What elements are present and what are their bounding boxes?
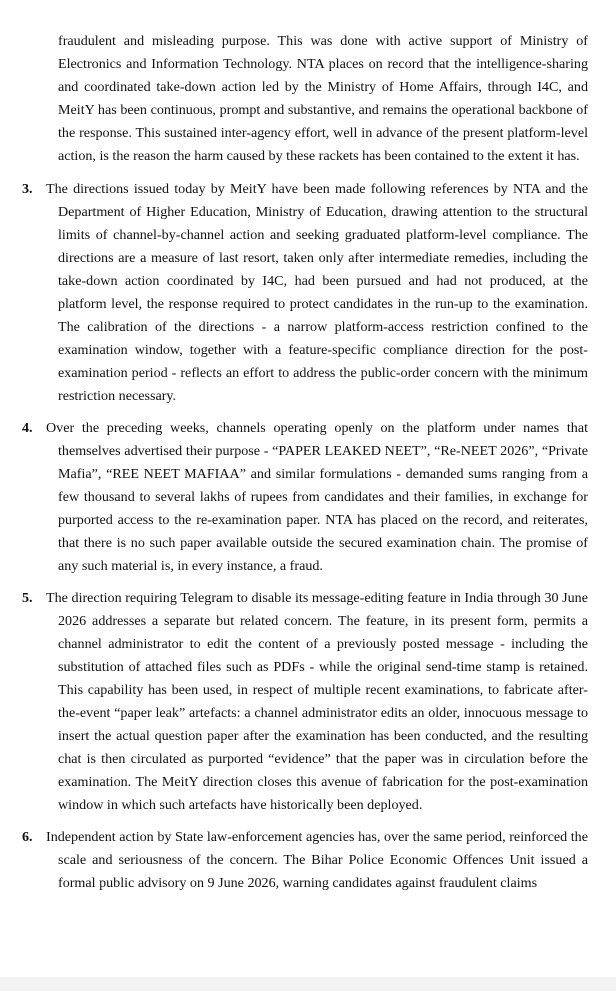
- item-number: 4.: [22, 420, 33, 436]
- list-item-4: [22, 417, 588, 578]
- item-paragraph: The direction requiring Telegram to disable its message-editing feature in India through 30 June 2026 addresses a separate but related concern. The feature, in its present form, permits a channel administrator to edit the content of a previously posted message - including the substitution of attached files such as PDFs - while the original send-time stamp is retained. This capability has been used, in respect of multiple recent examinations, to fabricate after-the-event “paper leak” artefacts: a channel administrator edits an older, innocuous message to insert the actual question paper after the examination has been conducted, and the resulting chat is then circulated as purported “evidence” that the paper was in circulation before the examination. The MeitY direction closes this avenue of fabrication for the post-examination window in which such artefacts have historically been deployed.: [46, 590, 588, 813]
- list-item-6: [22, 826, 588, 895]
- item-number: 6.: [22, 829, 33, 845]
- item-number: 5.: [22, 590, 33, 606]
- item-paragraph: Over the preceding weeks, channels operating openly on the platform under names that themselves advertised their purpose - “PAPER LEAKED NEET”, “Re-NEET 2026”, “Private Mafia”, “REE NEET MAFIAA” and similar formulations - demanded sums ranging from a few thousand to several lakhs of rupees from candidates and their families, in exchange for purported access to the re-examination paper. NTA has placed on the record, and reiterates, that there is no such paper available outside the secured examination chain. The promise of any such material is, in every instance, a fraud.: [46, 420, 588, 574]
- item-number: 3.: [22, 181, 33, 197]
- item-paragraph: The directions issued today by MeitY have been made following references by NTA and the Department of Higher Education, Ministry of Education, drawing attention to the structural limits of channel-by-channel action and seeking graduated platform-level compliance. The directions are a measure of last resort, taken only after intermediate remedies, including the take-down action coordinated by I4C, had been pursued and had not produced, at the platform level, the response required to protect candidates in the run-up to the examination. The calibration of the directions - a narrow platform-access restriction confined to the examination window, together with a feature-specific compliance direction for the post-examination period - reflects an effort to address the public-order concern with the minimum restriction necessary.: [46, 181, 588, 404]
- list-item-5: [22, 587, 588, 817]
- item-paragraph: Independent action by State law-enforcement agencies has, over the same period, reinforced the scale and seriousness of the concern. The Bihar Police Economic Offences Unit issued a formal public advisory on 9 June 2026, warning candidates against fraudulent claims: [46, 829, 588, 891]
- page-bottom-edge: [0, 977, 616, 991]
- intro-paragraph: fraudulent and misleading purpose. This was done with active support of Ministry of Electronics and Information Technology. NTA places on record that the intelligence-sharing and coordinated take-down action led by the Ministry of Home Affairs, through I4C, and MeitY has been continuous, prompt and substantive, and remains the operational backbone of the response. This sustained inter-agency effort, well in advance of the present platform-level action, is the reason the harm caused by these rackets has been contained to the extent it has.: [58, 33, 588, 164]
- list-item-3: [22, 178, 588, 408]
